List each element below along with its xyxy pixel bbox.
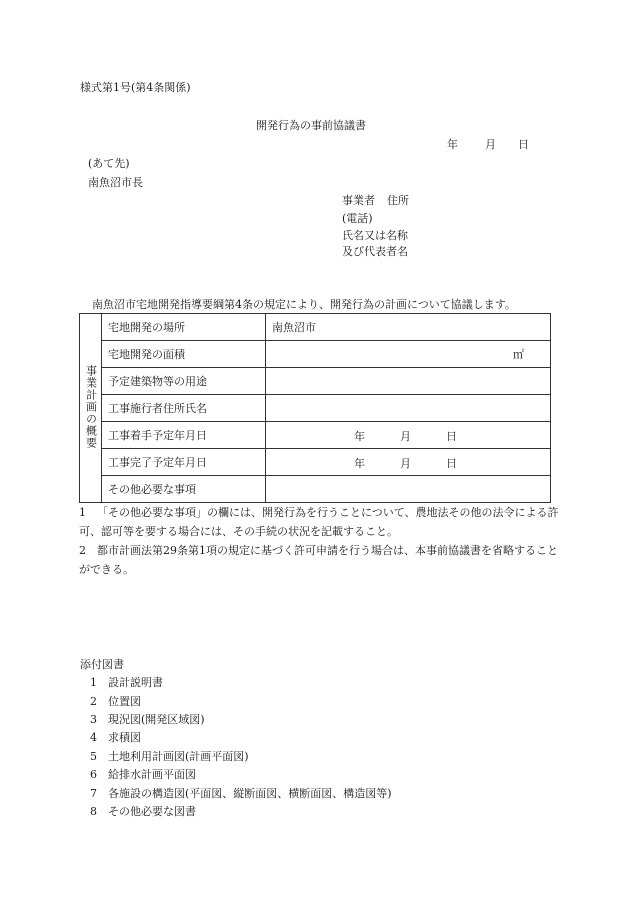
side-label-cell bbox=[80, 314, 102, 503]
note-number: 2 bbox=[79, 544, 86, 557]
document-title: 開発行為の事前協議書 bbox=[256, 119, 366, 132]
note-text: 都市計画法第29条第1項の規定に基づく許可申請を行う場合は、本事前協議書を省略することができる。 bbox=[79, 544, 558, 576]
table-row bbox=[80, 449, 551, 476]
attachments-title: 添付図書 bbox=[80, 658, 124, 671]
end-month-label: 月 bbox=[400, 457, 411, 470]
row-label-end-date: 工事完了予定年月日 bbox=[102, 449, 266, 476]
row-label-use: 予定建築物等の用途 bbox=[102, 368, 266, 395]
end-year-label: 年 bbox=[354, 457, 365, 470]
table-row bbox=[80, 341, 551, 368]
list-item: 6 給排水計画平面図 bbox=[90, 768, 196, 781]
row-label-contractor: 工事施行者住所氏名 bbox=[102, 395, 266, 422]
end-date-field[interactable] bbox=[266, 449, 551, 476]
row-label-area: 宅地開発の面積 bbox=[102, 341, 266, 368]
area-field[interactable] bbox=[266, 341, 551, 368]
note-number: 1 bbox=[79, 506, 86, 519]
addressee-heading: (あて先) bbox=[88, 157, 130, 170]
date-year-label: 年 bbox=[447, 138, 458, 151]
list-item: 4 求積図 bbox=[90, 731, 141, 744]
applicant-phone-label: (電話) bbox=[342, 212, 373, 225]
table-row bbox=[80, 476, 551, 503]
area-unit: ㎡ bbox=[513, 348, 524, 361]
table-row bbox=[80, 314, 551, 341]
list-item: 3 現況図(開発区域図) bbox=[90, 713, 205, 726]
applicant-rep-label: 及び代表者名 bbox=[342, 245, 408, 258]
list-item: 1 設計説明書 bbox=[90, 676, 163, 689]
start-day-label: 日 bbox=[446, 430, 457, 443]
table-row bbox=[80, 395, 551, 422]
use-field[interactable] bbox=[266, 368, 551, 395]
note-2 bbox=[79, 541, 559, 579]
project-overview-table bbox=[79, 313, 551, 503]
side-label: 事業計画の概要 bbox=[84, 364, 98, 449]
applicant-address-label: 住所 bbox=[387, 194, 409, 207]
applicant-name-label: 氏名又は名称 bbox=[342, 229, 408, 242]
list-item: 5 土地利用計画図(計画平面図) bbox=[90, 750, 249, 763]
date-month-label: 月 bbox=[485, 138, 496, 151]
row-label-start-date: 工事着手予定年月日 bbox=[102, 422, 266, 449]
note-text: 「その他必要な事項」の欄には、開発行為を行うことについて、農地法その他の法令による許可、認可等を要する場合には、その手続の状況を記載すること。 bbox=[79, 506, 559, 538]
other-field[interactable] bbox=[266, 476, 551, 503]
start-year-label: 年 bbox=[354, 430, 365, 443]
table-row bbox=[80, 368, 551, 395]
contractor-field[interactable] bbox=[266, 395, 551, 422]
applicant-label: 事業者 bbox=[342, 194, 375, 207]
intro-text: 南魚沼市宅地開発指導要綱第4条の規定により、開発行為の計画について協議します。 bbox=[92, 298, 516, 311]
table-row bbox=[80, 422, 551, 449]
note-1 bbox=[79, 503, 559, 541]
row-label-other: その他必要な事項 bbox=[102, 476, 266, 503]
end-day-label: 日 bbox=[446, 457, 457, 470]
list-item: 7 各施設の構造図(平面図、縦断面図、横断面図、構造図等) bbox=[90, 787, 392, 800]
start-month-label: 月 bbox=[400, 430, 411, 443]
row-label-location: 宅地開発の場所 bbox=[102, 314, 266, 341]
location-value[interactable]: 南魚沼市 bbox=[266, 314, 551, 341]
form-number: 様式第1号(第4条関係) bbox=[80, 81, 191, 94]
date-day-label: 日 bbox=[518, 138, 529, 151]
list-item: 8 その他必要な図書 bbox=[90, 805, 196, 818]
addressee-name: 南魚沼市長 bbox=[88, 176, 143, 189]
list-item: 2 位置図 bbox=[90, 695, 141, 708]
start-date-field[interactable] bbox=[266, 422, 551, 449]
